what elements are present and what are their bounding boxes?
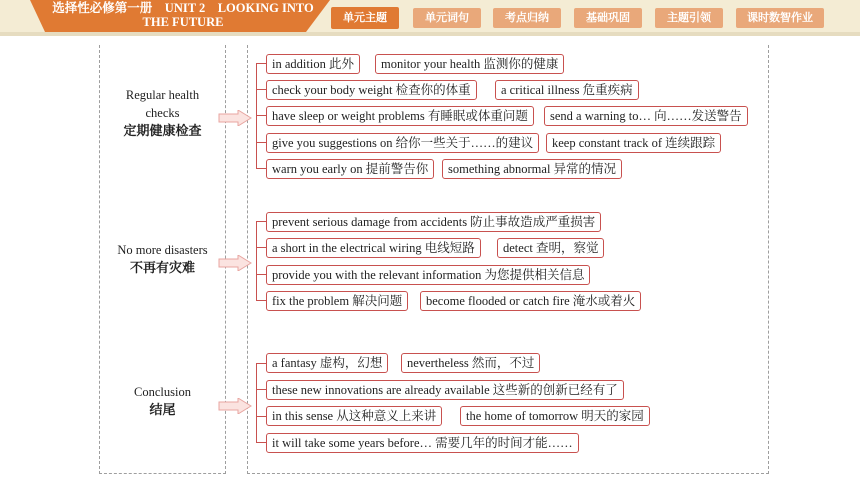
phrase-box: nevertheless 然而，不过 (401, 353, 540, 373)
phrase-box: send a warning to… 向……发送警告 (544, 106, 748, 126)
section-label-conclusion (99, 383, 226, 421)
section-en-line: No more disasters (117, 243, 208, 257)
section-label-disasters (99, 241, 226, 279)
section-zh-label: 定期健康检查 (123, 124, 202, 139)
phrase-box: these new innovations are already available 这些新的创新已经有了 (266, 380, 624, 400)
phrase-box: prevent serious damage from accidents 防止事故造成严重损害 (266, 212, 601, 232)
tab-homework[interactable]: 课时数智作业 (736, 8, 824, 28)
tab-unit-vocabulary[interactable]: 单元词句 (413, 8, 481, 28)
phrase-box: a short in the electrical wiring 电线短路 (266, 238, 481, 258)
arrow-right-icon (218, 110, 252, 126)
phrase-box: monitor your health 监测你的健康 (375, 54, 564, 74)
bracket-disasters (256, 221, 267, 301)
phrase-box: check your body weight 检查你的体重 (266, 80, 477, 100)
bracket-conclusion (256, 363, 267, 443)
section-en-line: checks (145, 106, 180, 120)
section-en-line: Regular health (125, 88, 200, 102)
section-zh-label: 结尾 (149, 403, 176, 418)
unit-title (48, 1, 318, 29)
phrase-box: in this sense 从这种意义上来讲 (266, 406, 442, 426)
section-zh-label: 不再有灾难 (129, 261, 195, 276)
phrase-box: a fantasy 虚构，幻想 (266, 353, 388, 373)
tab-unit-theme[interactable]: 单元主题 (331, 7, 399, 29)
section-label-health (99, 86, 226, 142)
phrase-box: provide you with the relevant information 为您提供相关信息 (266, 265, 590, 285)
phrase-box: warn you early on 提前警告你 (266, 159, 434, 179)
top-bar-shadow (0, 32, 860, 36)
phrase-box: keep constant track of 连续跟踪 (546, 133, 721, 153)
phrase-box: give you suggestions on 给你一些关于……的建议 (266, 133, 539, 153)
section-en-line: Conclusion (134, 385, 191, 399)
phrase-box: become flooded or catch fire 淹水或着火 (420, 291, 641, 311)
phrase-box: it will take some years before… 需要几年的时间才能…… (266, 433, 579, 453)
phrase-box: the home of tomorrow 明天的家园 (460, 406, 650, 426)
phrase-box: detect 查明，察觉 (497, 238, 604, 258)
tab-theme-guide[interactable]: 主题引领 (655, 8, 723, 28)
phrase-box: fix the problem 解决问题 (266, 291, 408, 311)
phrase-box: in addition 此外 (266, 54, 360, 74)
tab-key-points[interactable]: 考点归纳 (493, 8, 561, 28)
phrase-box: something abnormal 异常的情况 (442, 159, 622, 179)
unit-title-line2: THE FUTURE (142, 15, 224, 29)
arrow-right-icon (218, 255, 252, 271)
phrase-box: have sleep or weight problems 有睡眠或体重问题 (266, 106, 534, 126)
arrow-right-icon (218, 398, 252, 414)
top-bar (0, 0, 860, 38)
unit-title-line1: 选择性必修第一册 UNIT 2 LOOKING INTO (52, 1, 314, 15)
phrase-box: a critical illness 危重疾病 (495, 80, 639, 100)
tab-basic-practice[interactable]: 基础巩固 (574, 8, 642, 28)
